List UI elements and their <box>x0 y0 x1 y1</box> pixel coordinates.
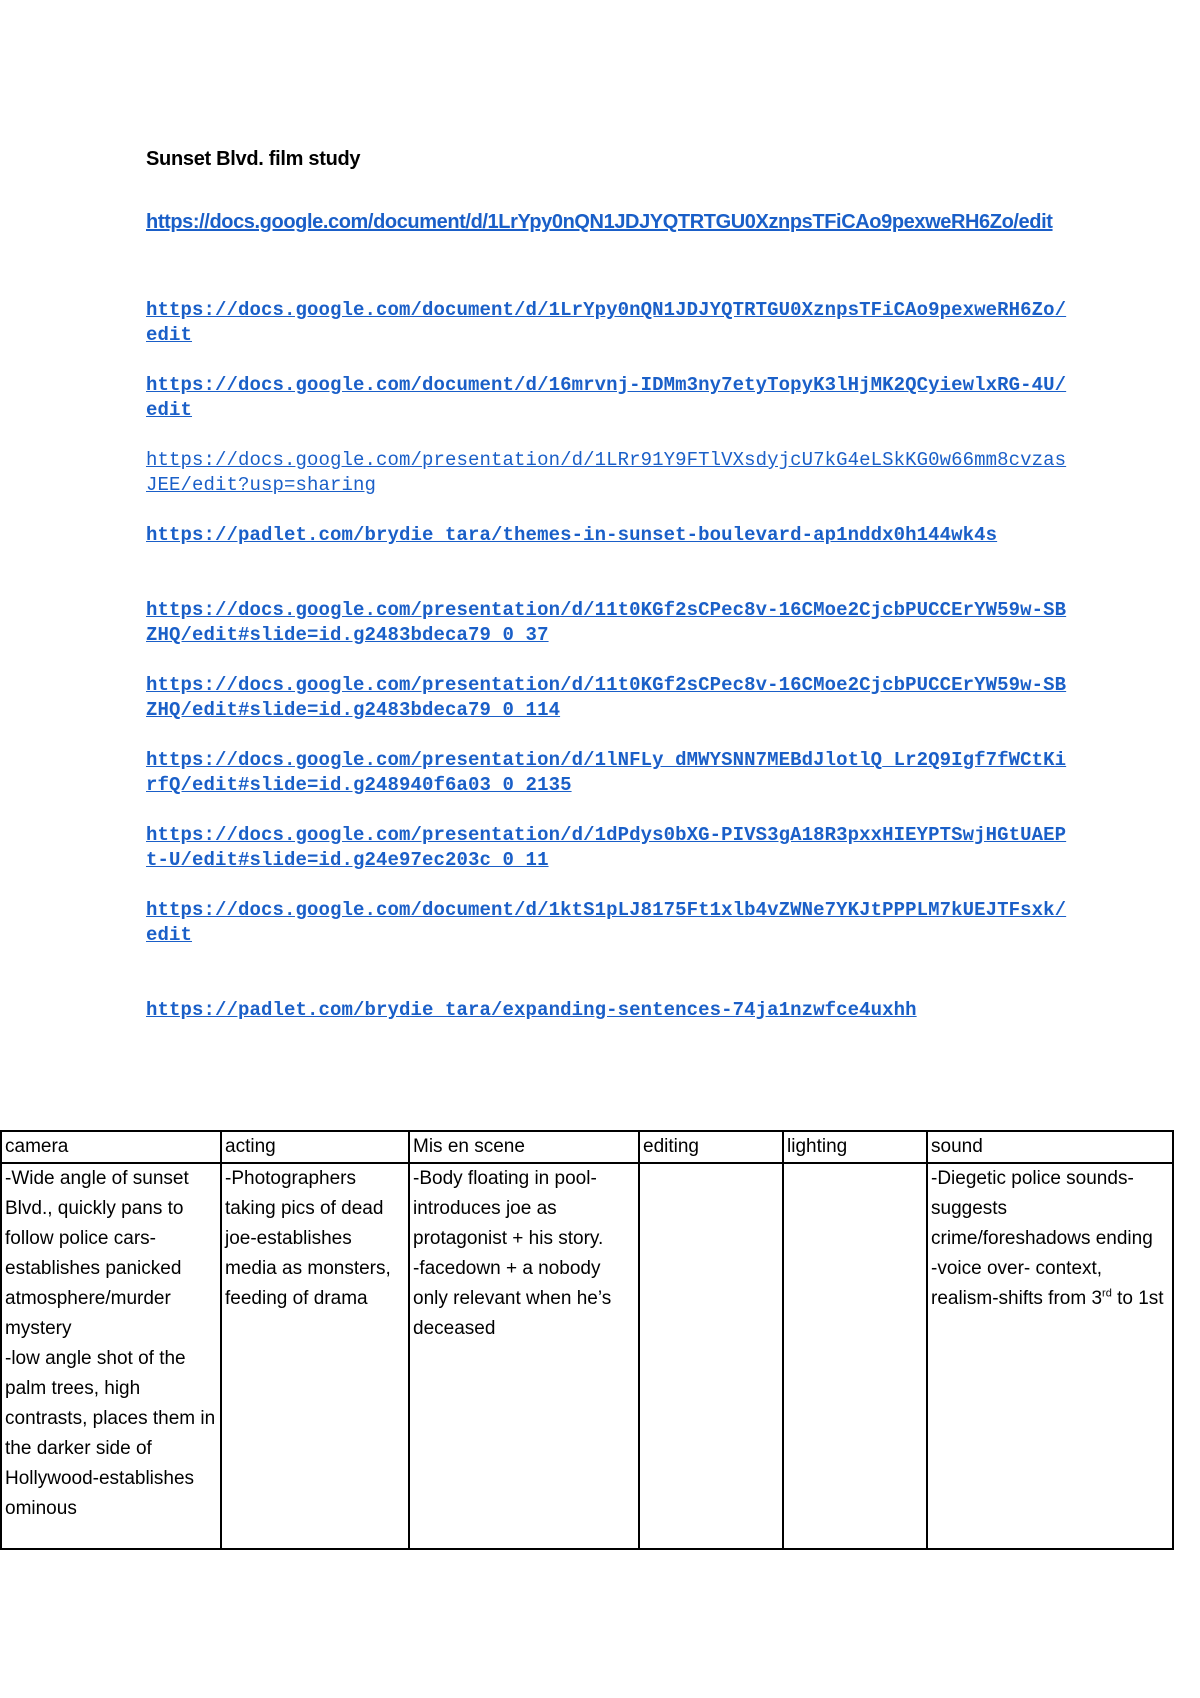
camera-note-2: -low angle shot of the palm trees, high contrasts, places them in the darker side of Hollywood-establishes ominous <box>5 1348 216 1519</box>
acting-note-1: -Photographers taking pics of dead joe-establishes media as monsters, feeding of drama <box>225 1168 391 1309</box>
link-google-slides-1[interactable]: https://docs.google.com/presentation/d/1LRr91Y9FTlVXsdyjcU7kG4eLSkKG0w66mm8cvzasJEE/edit?usp=sharing <box>146 449 1067 496</box>
header-acting: acting <box>221 1131 409 1163</box>
mise-en-scene-note-1: -Body floating in pool-introduces joe as protagonist + his story. <box>413 1168 604 1249</box>
page-title: Sunset Blvd. film study <box>146 148 361 170</box>
film-analysis-table <box>0 1130 1174 1550</box>
link-padlet-expanding-sentences[interactable]: https://padlet.com/brydie_tara/expanding-sentences-74ja1nzwfce4uxhh <box>146 999 917 1021</box>
link-google-slides-3[interactable]: https://docs.google.com/presentation/d/11t0KGf2sCPec8v-16CMoe2CjcbPUCCErYW59w-SBZHQ/edit#slide=id.g2483bdeca79_0_114 <box>146 674 1067 721</box>
camera-note-1: -Wide angle of sunset Blvd., quickly pans to follow police cars-establishes panicked atmosphere/murder mystery <box>5 1168 189 1339</box>
cell-sound <box>927 1163 1173 1549</box>
sound-note-2-end: to 1st <box>1111 1288 1164 1309</box>
cell-mise-en-scene <box>409 1163 639 1549</box>
header-mise-en-scene: Mis en scene <box>409 1131 639 1163</box>
link-google-slides-5[interactable]: https://docs.google.com/presentation/d/1dPdys0bXG-PIVS3gA18R3pxxHIEYPTSwjHGtUAEPt-U/edit#slide=id.g24e97ec203c_0_11 <box>146 824 1067 871</box>
sound-note-2 <box>931 1254 1170 1314</box>
link-google-slides-2[interactable]: https://docs.google.com/presentation/d/11t0KGf2sCPec8v-16CMoe2CjcbPUCCErYW59w-SBZHQ/edit#slide=id.g2483bdeca79_0_37 <box>146 599 1067 646</box>
table-header-row <box>1 1131 1173 1163</box>
sound-note-1: -Diegetic police sounds-suggests crime/foreshadows ending <box>931 1168 1153 1249</box>
header-sound: sound <box>927 1131 1173 1163</box>
link-google-doc-2[interactable]: https://docs.google.com/document/d/1LrYpy0nQN1JDJYQTRTGU0XznpsTFiCAo9pexweRH6Zo/edit <box>146 299 1067 346</box>
mise-en-scene-note-2: -facedown + a nobody only relevant when he’s deceased <box>413 1258 612 1339</box>
table-row <box>1 1163 1173 1549</box>
header-lighting: lighting <box>783 1131 927 1163</box>
link-google-doc-3[interactable]: https://docs.google.com/document/d/16mrvnj-IDMm3ny7etyTopyK3lHjMK2QCyiewlxRG-4U/edit <box>146 374 1067 421</box>
cell-camera <box>1 1163 221 1549</box>
ordinal-suffix: rd <box>1102 1287 1112 1300</box>
link-google-slides-4[interactable]: https://docs.google.com/presentation/d/1lNFLy_dMWYSNN7MEBdJlotlQ_Lr2Q9Igf7fWCtKirfQ/edit#slide=id.g248940f6a03_0_2135 <box>146 749 1067 796</box>
header-editing: editing <box>639 1131 783 1163</box>
cell-lighting <box>783 1163 927 1549</box>
cell-acting <box>221 1163 409 1549</box>
sound-note-2-text: -voice over- context, realism-shifts from 3 <box>931 1258 1103 1309</box>
header-camera: camera <box>1 1131 221 1163</box>
link-padlet-themes[interactable]: https://padlet.com/brydie_tara/themes-in-sunset-boulevard-ap1nddx0h144wk4s <box>146 524 998 546</box>
cell-editing <box>639 1163 783 1549</box>
link-google-doc-1[interactable]: https://docs.google.com/document/d/1LrYpy0nQN1JDJYQTRTGU0XznpsTFiCAo9pexweRH6Zo/edit <box>146 211 1053 233</box>
link-google-doc-4[interactable]: https://docs.google.com/document/d/1ktS1pLJ8175Ft1xlb4vZWNe7YKJtPPPLM7kUEJTFsxk/edit <box>146 899 1067 946</box>
